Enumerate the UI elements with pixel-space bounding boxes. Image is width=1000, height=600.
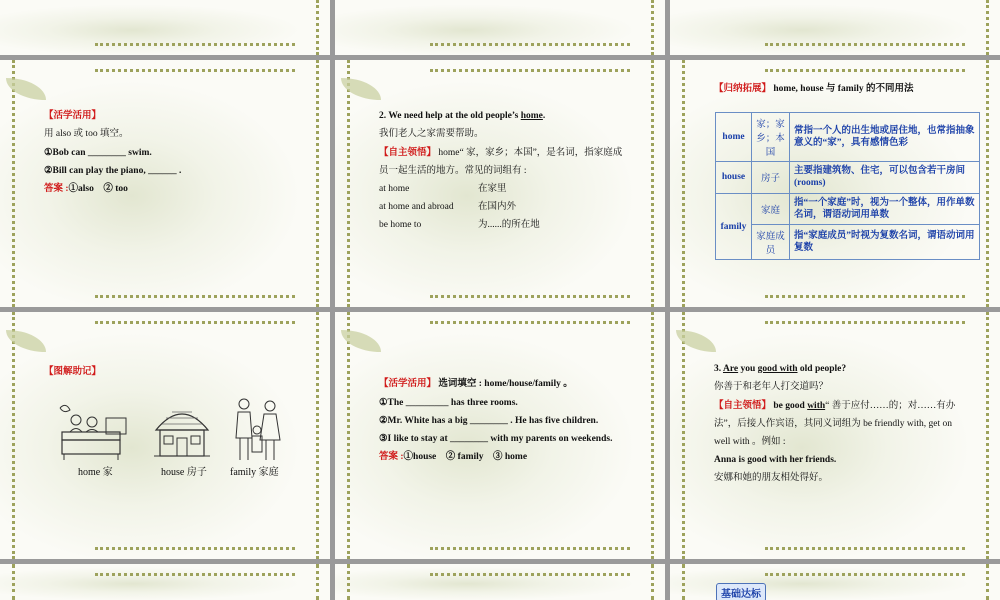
slide-2[interactable] (335, 0, 665, 55)
table-heading (714, 84, 914, 96)
vine-border (765, 43, 965, 49)
title-end: . (542, 111, 546, 121)
phrase-zh: 为......的所在地 (478, 220, 540, 230)
caption-home: home 家 (78, 467, 113, 478)
instruction-line (379, 379, 573, 391)
explanation-line-1 (714, 401, 955, 413)
vine-border (316, 564, 322, 600)
meaning-cell: 房子 (752, 162, 790, 194)
vine-border (316, 312, 322, 559)
question-3: ③I like to stay at ________ with my parents on weekends. (379, 434, 613, 444)
vine-border (12, 564, 18, 600)
meaning-cell: 家；家乡；本国 (752, 113, 790, 162)
vine-border (316, 0, 322, 55)
vine-border (95, 547, 295, 553)
vine-border (12, 312, 18, 559)
vine-border (95, 60, 295, 72)
table-row (716, 162, 980, 194)
title-end: old people? (797, 364, 847, 374)
phrase-en: be home to (379, 220, 422, 230)
question-1: ①Bob can ________ swim. (44, 148, 152, 158)
vine-border (651, 0, 657, 55)
slide-9[interactable] (670, 312, 1000, 559)
explanation-text: “ 善于应付……的；对……有办 (825, 401, 956, 411)
phrase-zh: 在家里 (478, 184, 507, 194)
explanation-text: be good (771, 401, 808, 411)
phrase-zh: 在国内外 (478, 202, 517, 212)
slide-3[interactable] (670, 0, 1000, 55)
instruction: 用 also 或 too 填空。 (44, 129, 129, 139)
answer-text: ①house ② family ③ home (403, 452, 528, 462)
title-keyword: good with (757, 364, 798, 374)
vine-border (430, 547, 630, 553)
slide-11[interactable] (335, 564, 665, 600)
vine-border (765, 60, 965, 72)
instruction: 选词填空 : home/house/family 。 (436, 379, 573, 389)
vine-border (651, 564, 657, 600)
explanation-text: home“ 家，家乡；本国”，是名词，指家庭成 (436, 148, 623, 158)
slide-7[interactable] (0, 312, 330, 559)
section-tag: 【自主领悟】 (714, 401, 772, 411)
phrase-en: at home (379, 184, 410, 194)
home-illustration (58, 402, 133, 462)
answer-label: 答案 : (379, 452, 404, 462)
vine-border (986, 0, 992, 55)
word-cell: family (716, 193, 752, 260)
title-number: 3. (714, 364, 723, 374)
heading-text: home, house 与 family 的不同用法 (771, 84, 914, 94)
question-2: ②Bill can play the piano, ______ . (44, 166, 182, 176)
phrase-en: at home and abroad (379, 202, 454, 212)
explanation-line-2: 法”，后接人作宾语，其同义词组为 be friendly with, get on (714, 419, 953, 429)
vine-border (430, 564, 630, 576)
vine-border (986, 60, 992, 307)
sentence-title (379, 111, 545, 123)
section-tag: 【活学活用】 (379, 379, 437, 389)
vine-border (765, 547, 965, 553)
question-2: ②Mr. White has a big ________ . He has five children. (379, 416, 599, 426)
vine-border (986, 564, 992, 600)
vine-border (765, 564, 965, 576)
vine-border (682, 312, 688, 559)
meaning-cell: 家庭成员 (752, 225, 790, 260)
question-1: ①The _________ has three rooms. (379, 398, 518, 408)
example-english: Anna is good with her friends. (714, 455, 837, 465)
translation: 你善于和老年人打交道吗？ (714, 382, 829, 392)
example-chinese: 安娜和她的朋友相处得好。 (714, 473, 829, 483)
vine-border (765, 312, 965, 324)
word-cell: home (716, 113, 752, 162)
vine-border (682, 564, 688, 600)
slide-8[interactable] (335, 312, 665, 559)
slide-4[interactable] (0, 60, 330, 307)
slide-6[interactable] (670, 60, 1000, 307)
table-row (716, 113, 980, 162)
vine-border (95, 43, 295, 49)
vine-border (347, 60, 353, 307)
slide-12[interactable] (670, 564, 1000, 600)
sentence-title (714, 364, 846, 376)
table-row (716, 193, 980, 225)
explanation-line-3: well with 。例如 : (714, 437, 786, 447)
vine-border (347, 564, 353, 600)
vine-border (765, 295, 965, 301)
usage-table (715, 112, 980, 260)
vine-border (95, 312, 295, 324)
section-tag: 【自主领悟】 (379, 148, 437, 158)
caption-house: house 房子 (161, 467, 207, 478)
vine-border (651, 312, 657, 559)
vine-border (316, 60, 322, 307)
title-keyword: Are (722, 364, 739, 374)
answer (379, 452, 527, 464)
vine-border (95, 564, 295, 576)
section-tag: 【活学活用】 (44, 111, 102, 121)
vine-border (430, 43, 630, 49)
vine-border (986, 312, 992, 559)
answer-label: 答案 : (44, 184, 69, 194)
vine-border (12, 60, 18, 307)
caption-family: family 家庭 (230, 467, 279, 478)
description-cell: 主要指建筑物、住宅，可以包含若干房间(rooms) (790, 162, 980, 194)
table-row (716, 225, 980, 260)
explanation-line-1 (379, 148, 622, 160)
title-keyword: home (520, 111, 543, 121)
description-cell: 指“家庭成员”时视为复数名词，谓语动词用复数 (790, 225, 980, 260)
explanation-line-2: 员一起生活的地方。常见的词组有 : (379, 166, 527, 176)
vine-border (682, 60, 688, 307)
title-text: 2. We need help at the old people’s (379, 111, 521, 121)
section-tag: 【归纳拓展】 (714, 84, 772, 94)
slide-10[interactable] (0, 564, 330, 600)
slide-1[interactable] (0, 0, 330, 55)
family-illustration (230, 396, 288, 464)
translation: 我们老人之家需要帮助。 (379, 129, 484, 139)
meaning-cell: 家庭 (752, 193, 790, 225)
vine-border (651, 60, 657, 307)
house-illustration (152, 400, 212, 462)
explanation-keyword: with (807, 401, 826, 411)
vine-border (430, 60, 630, 72)
vine-border (430, 295, 630, 301)
vine-border (95, 295, 295, 301)
slide-5[interactable] (335, 60, 665, 307)
vine-border (347, 312, 353, 559)
section-tag: 【图解助记】 (44, 367, 102, 377)
title-text: you (738, 364, 758, 374)
answer-text: ①also ② too (68, 184, 128, 194)
description-cell: 常指一个人的出生地或居住地，也常指抽象意义的“家”，具有感情色彩 (790, 113, 980, 162)
word-cell: house (716, 162, 752, 194)
description-cell: 指“一个家庭”时，视为一个整体，用作单数名词，谓语动词用单数 (790, 193, 980, 225)
section-badge: 基础达标 (716, 583, 766, 600)
answer (44, 184, 128, 196)
vine-border (430, 312, 630, 324)
